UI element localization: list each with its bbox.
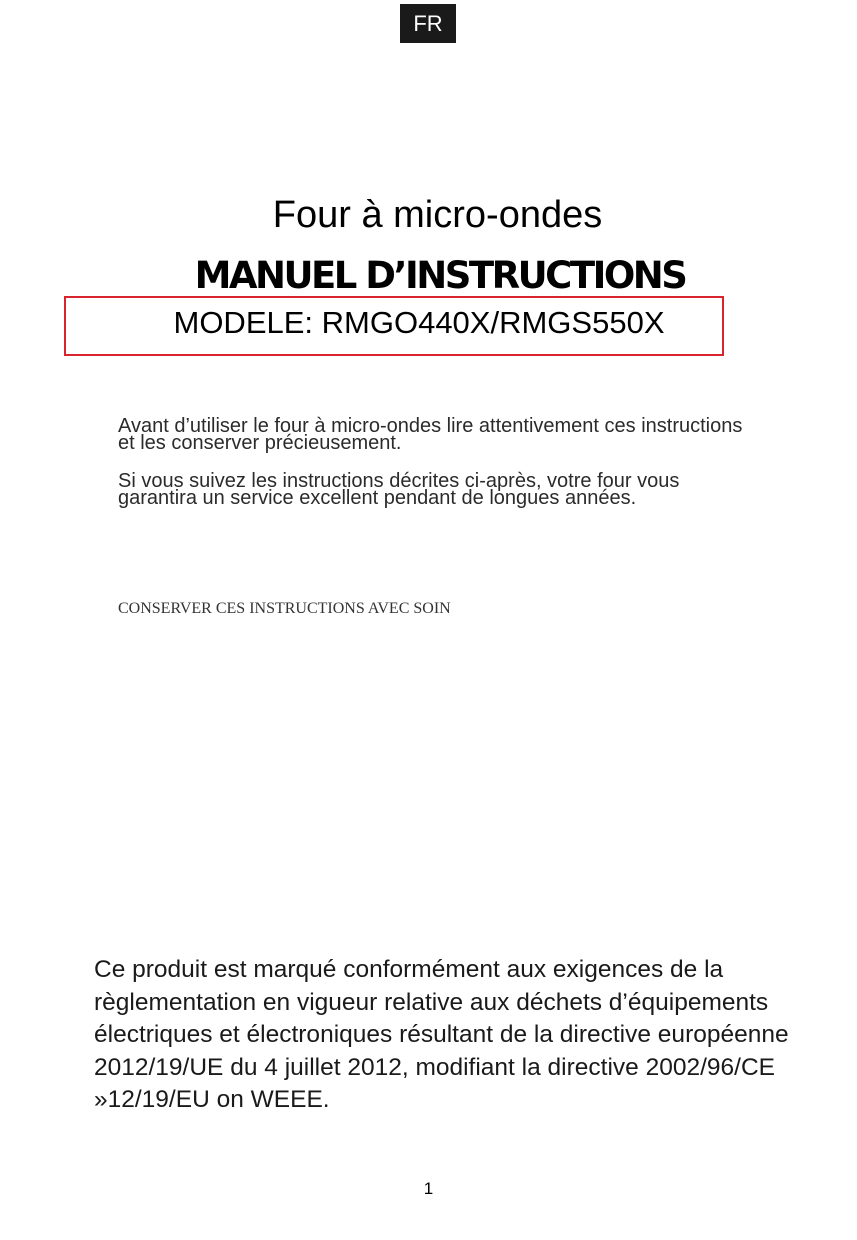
keep-instructions-note: CONSERVER CES INSTRUCTIONS AVEC SOIN	[118, 600, 451, 617]
weee-notice: Ce produit est marqué conformément aux exigences de la règlementation en vigueur relative aux déchets d’équipements électriques et électroniques résultant de la directive européenne 2012/19/UE du 4 juillet 2012, modifiant la directive 2002/96/CE »12/19/EU on WEEE.	[94, 956, 789, 1113]
page-number: 1	[423, 1179, 434, 1198]
model-number: MODELE: RMGO440X/RMGS550X	[173, 305, 665, 340]
intro-paragraph-read-first: Avant d’utiliser le four à micro-ondes lire attentivement ces instructions et les conserver précieusement.	[118, 415, 743, 454]
intro-paragraph-service: Si vous suivez les instructions décrites ci-après, votre four vous garantira un service excellent pendant de longues années.	[118, 470, 680, 509]
manual-title: MANUEL D’INSTRUCTIONS	[194, 254, 686, 297]
language-tab: FR	[400, 4, 456, 43]
product-title: Four à micro-ondes	[272, 194, 603, 236]
